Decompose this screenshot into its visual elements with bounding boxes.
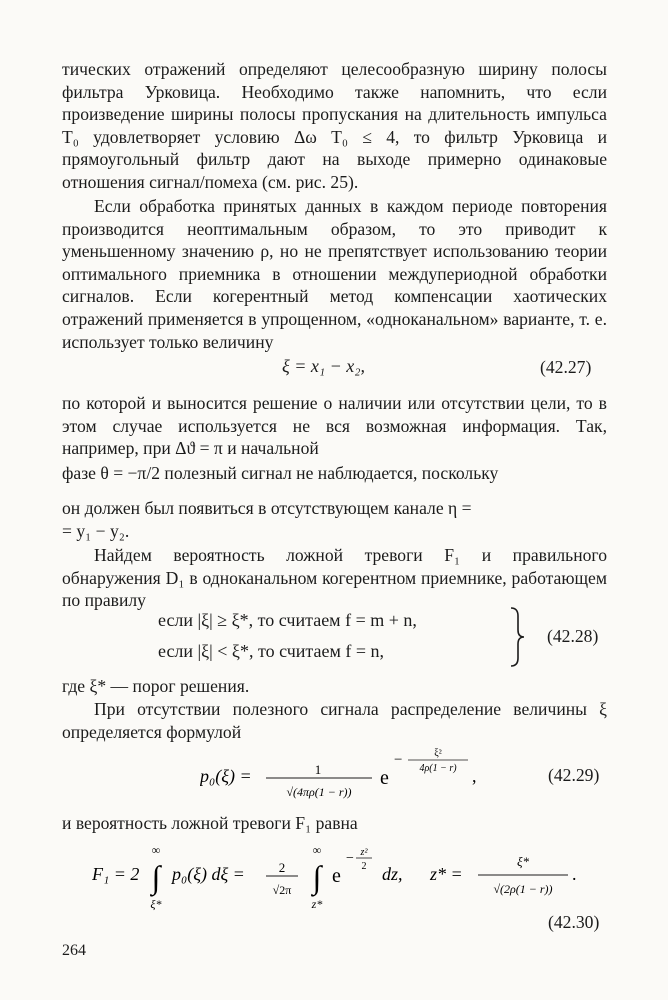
paragraph-3-line-4: = y₁ − y₂.	[62, 521, 130, 541]
eq-42-29-e: e	[380, 767, 389, 789]
equation-42-28-line-2: если |ξ| < ξ*, то считаем f = n,	[158, 641, 384, 661]
integral-icon: ∫	[312, 859, 322, 895]
eq-42-30-frac-den: √2π	[272, 883, 292, 897]
eq-42-30-integrand1: p₀(ξ) dξ =	[172, 864, 245, 884]
eq-42-30-minus: −	[346, 851, 354, 866]
equation-42-29	[200, 742, 500, 808]
equation-number-42-30: (42.30)	[548, 912, 600, 932]
eq-42-29-tail: ,	[472, 766, 477, 786]
eq-42-30-int1-upper: ∞	[151, 843, 161, 857]
paragraph-7: и вероятность ложной тревоги F₁ равна	[62, 813, 358, 833]
page-number: 264	[62, 942, 86, 959]
eq-42-30-z-num: ξ*	[516, 854, 530, 869]
eq-42-30-tail: .	[572, 864, 577, 884]
eq-42-30-zstar: z* =	[430, 864, 463, 884]
eq-42-29-exp-num: ξ²	[434, 748, 442, 759]
eq-42-29-exp-den: 4ρ(1 − r)	[419, 763, 457, 774]
paragraph-2: Если обработка принятых данных в каждом периоде повторения производится неоптимальным образом, то это приводит к уменьшенному значению ρ, но не препятствует использованию теории оптимального приемника в отношении междупериодной обработки сигналов. Если когерентный метод компенсации хаотических отражений применяется в упрощенном, «одноканальном» варианте, т. е. использует только величину	[62, 196, 607, 352]
paragraph-5: где ξ* — порог решения.	[62, 676, 250, 696]
eq-42-30-frac-num: 2	[278, 860, 286, 875]
paragraph-3-line-2: фазе θ = −π/2 полезный сигнал не наблюдается, поскольку	[62, 463, 499, 483]
equation-42-30	[92, 842, 602, 922]
equation-number-42-28: (42.28)	[547, 626, 599, 646]
eq-42-29-minus: −	[394, 752, 403, 768]
equation-number-42-29: (42.29)	[548, 765, 600, 785]
equation-number-42-27: (42.27)	[540, 357, 592, 377]
equation-42-28-line-1: если |ξ| ≥ ξ*, то считаем f = m + n,	[158, 610, 417, 630]
eq-42-29-denominator: √(4πρ(1 − r))	[286, 785, 352, 799]
paragraph-3: по которой и выносится решение о наличии или отсутствии цели, то в этом случае используется не вся возможная информация. Так, например, при Δϑ = π и начальной	[62, 393, 607, 459]
eq-42-30-exp-den: 2	[361, 861, 367, 872]
eq-42-30-integrand2: dz,	[382, 864, 403, 884]
right-brace-icon	[508, 606, 528, 668]
paragraph-3-line-3: он должен был появиться в отсутствующем канале η =	[62, 498, 472, 518]
eq-42-30-int2-lower: z*	[311, 897, 323, 911]
eq-42-29-lhs: p₀(ξ) =	[200, 766, 252, 786]
paragraph-6: При отсутствии полезного сигнала распределение величины ξ определяется формулой	[62, 699, 607, 742]
eq-42-30-int1-lower: ξ*	[150, 897, 162, 911]
paragraph-4: Найдем вероятность ложной тревоги F₁ и правильного обнаружения D₁ в одноканальном когерентном приемнике, работающем по правилу	[62, 545, 607, 611]
integral-icon: ∫	[151, 859, 161, 895]
eq-42-30-e: e	[332, 865, 341, 887]
eq-42-30-int2-upper: ∞	[312, 843, 322, 857]
paragraph-1: тических отражений определяют целесообразную ширину полосы фильтра Урковица. Необходимо также напомнить, что если произведение ширины полосы пропускания на длительность импульса T₀ удовлетворяет условию Δω T₀ ≤ 4, то фильтр Урковица и прямоугольный фильтр дают на выходе примерно одинаковые отношения сигнал/помеха (см. рис. 25).	[62, 59, 607, 192]
eq-42-30-exp-num: z²	[360, 847, 368, 858]
eq-42-30-z-den: √(2ρ(1 − r))	[493, 882, 553, 896]
eq-42-29-numerator: 1	[314, 762, 322, 777]
equation-42-27: ξ = x₁ − x₂,	[282, 356, 365, 376]
eq-42-30-lhs: F₁ = 2	[92, 864, 140, 884]
